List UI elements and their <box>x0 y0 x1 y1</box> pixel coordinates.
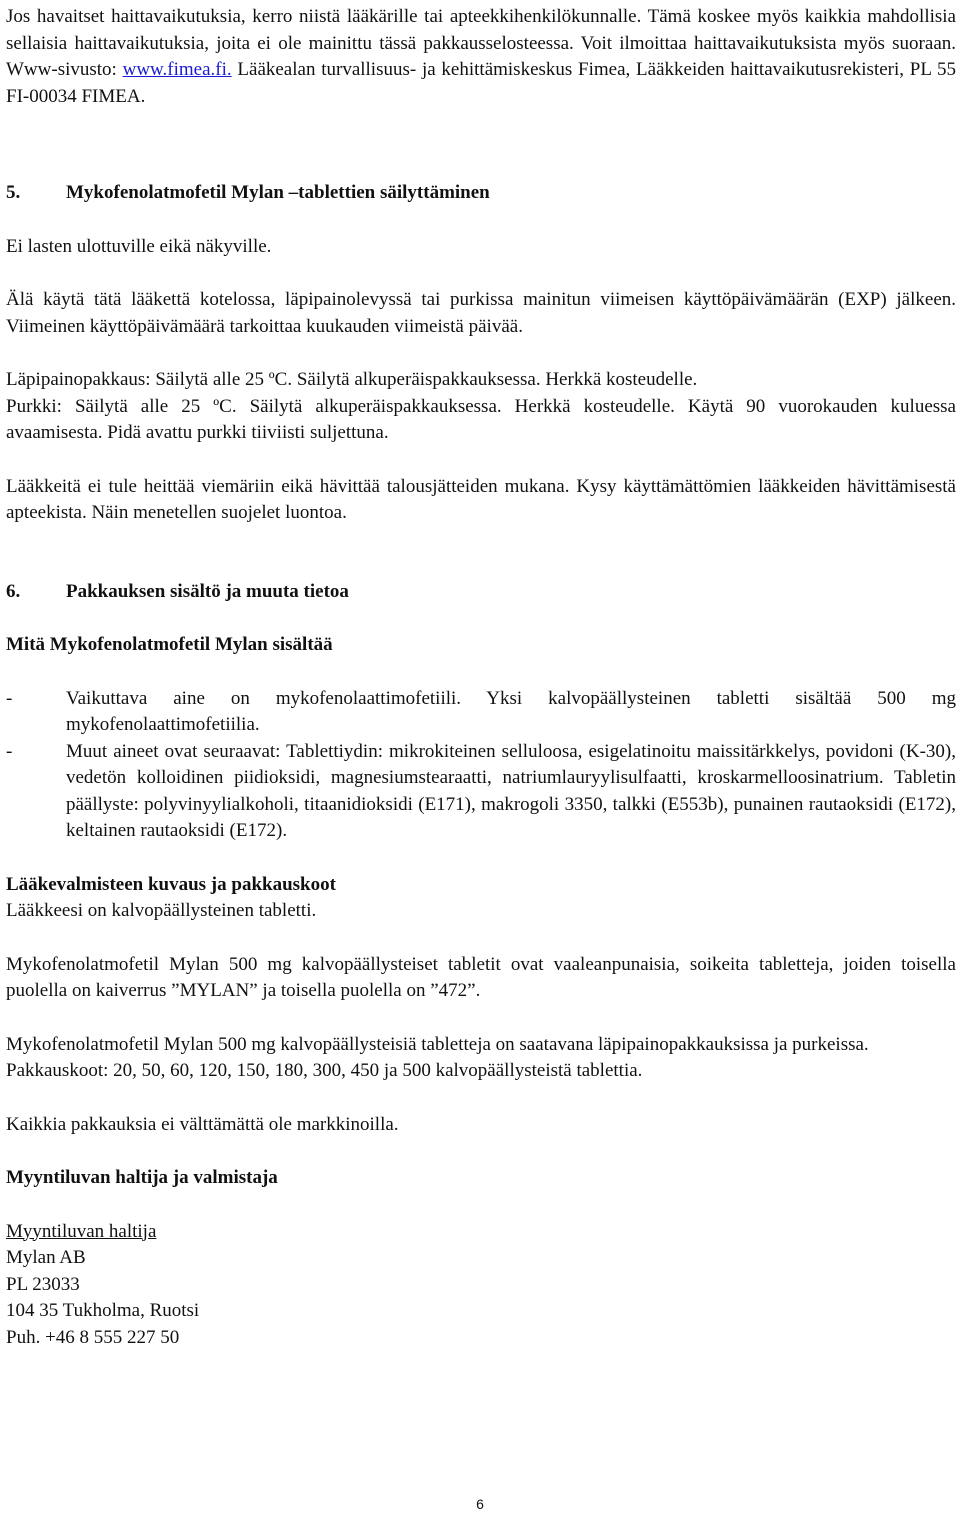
section5-number: 5. <box>6 182 21 203</box>
intro-text-after-link: Lääkealan turvallisuus- ja kehittämiskeskus Fimea, Lääkkeiden haittavaikutusrekisteri, PL 55 FI-00034 FIMEA. <box>6 59 957 107</box>
holder-po-box: PL 23033 <box>6 1273 80 1295</box>
description-line: Lääkkeesi on kalvopäällysteinen tabletti. <box>6 900 317 921</box>
pack-sizes: Pakkauskoot: 20, 50, 60, 120, 150, 180, 300, 450 ja 500 kalvopäällysteistä tablettia. <box>6 1060 643 1081</box>
fimea-link[interactable]: www.fimea.fi. <box>122 59 232 80</box>
page-number: 6 <box>476 1496 484 1512</box>
intro-text: Jos havaitset haittavaikutuksia, kerro niistä lääkärille tai apteekkihenkilökunnalle. Tämä koskee myös kaikkia mahdollisia sellaisia haittavaikutuksia, joita ei ole mainittu tässä pakkausselosteessa. Voit ilmoittaa haittavaikutuksista myös suoraan. Www-sivusto: <box>6 6 956 80</box>
intro-paragraph <box>6 4 956 110</box>
contents-heading: Mitä Mykofenolatmofetil Mylan sisältää <box>6 634 333 655</box>
list-item-text: Vaikuttava aine on mykofenolaattimofetiili. Yksi kalvopäällysteinen tabletti sisältää 500 mg mykofenolaattimofetiilia. <box>66 687 956 735</box>
holder-phone: Puh. +46 8 555 227 50 <box>6 1326 180 1348</box>
holder-name: Mylan AB <box>6 1247 86 1268</box>
market-note: Kaikkia pakkauksia ei välttämättä ole markkinoilla. <box>6 1113 399 1135</box>
appearance-paragraph: Mykofenolatmofetil Mylan 500 mg kalvopäällysteiset tabletit ovat vaaleanpunaisia, soikeita tabletteja, joiden toisella puolella on kaiverrus ”MYLAN” ja toisella puolella on ”472”. <box>6 953 956 1001</box>
packs-paragraph: Mykofenolatmofetil Mylan 500 mg kalvopäällysteisiä tabletteja on saatavana läpipainopakkauksissa ja purkeissa. <box>6 1033 869 1055</box>
document-page <box>6 4 956 1351</box>
holder-city: 104 35 Tukholma, Ruotsi <box>6 1300 200 1321</box>
list-item-text: Muut aineet ovat seuraavat: Tablettiydin: mikrokiteinen selluloosa, esigelatinoitu maissitärkkelys, povidoni (K-30), vedetön kolloidinen piidioksidi, magnesiumstearaatti, natriumlauryylisulfaatti, kroskarmelloosinatrium. Tabletin päällyste: polyvinyylialkoholi, titaanidioksidi (E171), makrogoli 3350, talkki (E553b), punainen rautaoksidi (E172), keltainen rautaoksidi (E172). <box>66 740 956 841</box>
section5-storage-bottle: Purkki: Säilytä alle 25 ºC. Säilytä alkuperäispakkauksessa. Herkkä kosteudelle. Käytä 90 vuorokauden kuluessa avaamisesta. Pidä avattu purkki tiiviisti suljettuna. <box>6 395 956 443</box>
section5-p2: Älä käytä tätä lääkettä kotelossa, läpipainolevyssä tai purkissa mainitun viimeisen käyttöpäivämäärän (EXP) jälkeen. Viimeinen käyttöpäivämäärä tarkoittaa kuukauden viimeistä päivää. <box>6 289 956 337</box>
section5-p1: Ei lasten ulottuville eikä näkyville. <box>6 235 272 257</box>
section5-heading <box>6 180 956 207</box>
section6-title: Pakkauksen sisältö ja muuta tietoa <box>66 580 349 602</box>
list-item <box>6 686 956 739</box>
section6-number: 6. <box>6 580 21 602</box>
section5-disposal: Lääkkeitä ei tule heittää viemäriin eikä hävittää talousjätteiden mukana. Kysy käyttämättömien lääkkeiden hävittämisestä apteekista. Näin menetellen suojelet luontoa. <box>6 475 956 523</box>
holder-subheading: Myyntiluvan haltija <box>6 1220 157 1242</box>
holder-heading: Myyntiluvan haltija ja valmistaja <box>6 1167 278 1188</box>
section6-heading <box>6 579 956 606</box>
list-dash: - <box>6 740 13 762</box>
section5-storage-blister: Läpipainopakkaus: Säilytä alle 25 ºC. Säilytä alkuperäispakkauksessa. Herkkä kosteudelle. <box>6 369 698 390</box>
description-heading: Lääkevalmisteen kuvaus ja pakkauskoot <box>6 873 336 895</box>
list-item <box>6 739 956 845</box>
section5-title: Mykofenolatmofetil Mylan –tablettien säilyttäminen <box>66 182 490 203</box>
list-dash: - <box>6 687 13 709</box>
